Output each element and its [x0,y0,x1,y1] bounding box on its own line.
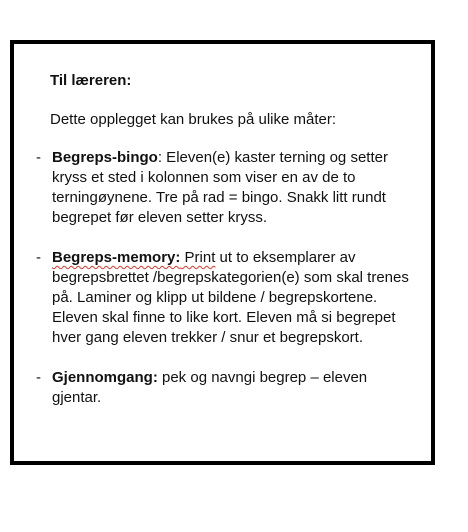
term-review: Gjennomgang: [52,369,158,386]
intro-text: Dette opplegget kan brukes på ulike måter: [50,111,337,128]
item-description: pek og navngi begrep – eleven gjentar. [52,369,368,406]
bullet-dash: - [36,369,41,386]
bullet-dash: - [36,249,41,266]
term-separator: : [157,149,163,166]
heading: Til læreren: [50,72,132,89]
list-item-memory [36,248,416,348]
term-bingo: Begreps-bingo [52,149,158,166]
item-description: Eleven(e) kaster terning og setter kryss et sted i kolonnen som viser en av de to terningøynene. Tre på rad = bingo. Snakk litt rundt begrepet før eleven setter kryss. [52,149,388,226]
list-item-bingo [36,148,416,228]
term-memory: Begreps-memory: [52,249,181,266]
instruction-box [10,40,435,465]
usage-list [36,148,416,428]
item-description: ut to eksemplarer av begrepsbrettet /begrepskategorien(e) som skal trenes på. Laminer og klipp ut bildene / begrepskortene. Eleven skal finne to like kort. Eleven må si begrepet hver gang eleven trekker / snur et begrepskort. [52,249,409,346]
list-item-review [36,368,416,408]
bullet-dash: - [36,149,41,166]
spellcheck-flagged-word: Print [180,249,216,266]
